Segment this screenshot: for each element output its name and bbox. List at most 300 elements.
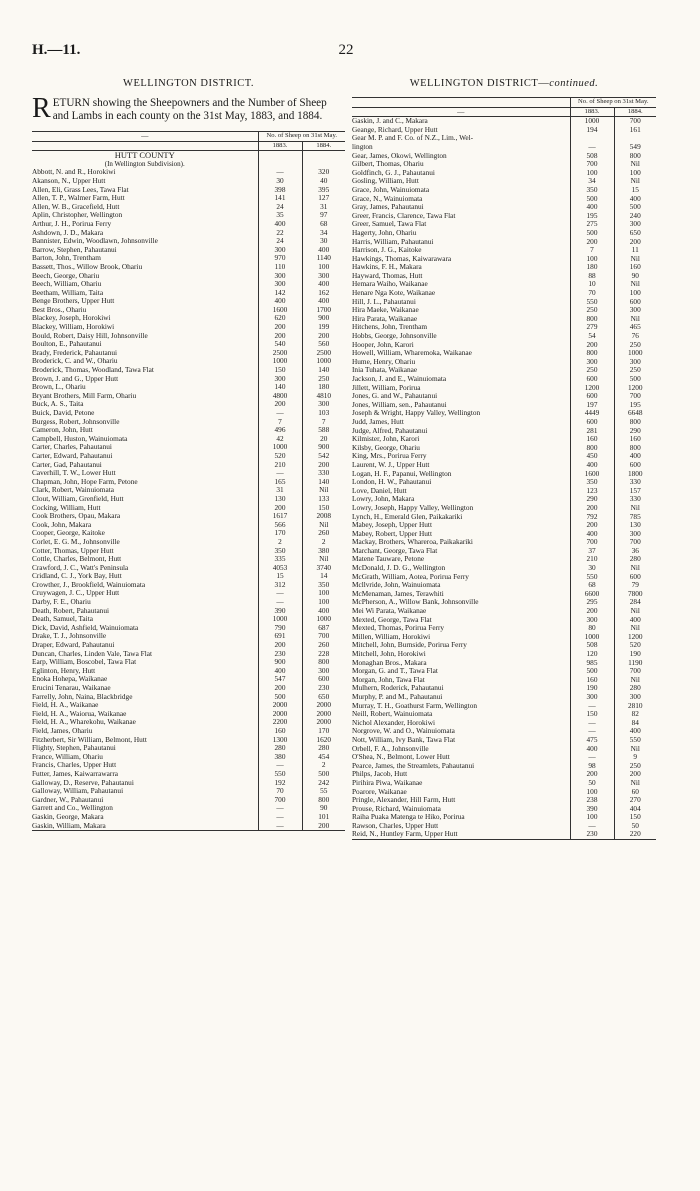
sheep-1883: 2500: [258, 349, 302, 358]
sheep-1883: 600: [570, 418, 614, 427]
owner-name: Buick, David, Petone: [32, 409, 95, 417]
owner-name: Henare Nga Kote, Waikanae: [352, 289, 436, 298]
owner-name: Reid, N., Huntley Farm, Upper Hutt: [352, 830, 458, 839]
sheep-1883: 508: [570, 641, 614, 650]
table-row: [32, 383, 345, 392]
sheep-1883: 160: [570, 435, 614, 444]
table-row: [32, 272, 345, 281]
table-row: [352, 366, 656, 375]
sheep-1883: 200: [258, 684, 302, 693]
sheep-1883: —: [258, 598, 302, 607]
owner-name: McPherson, A., Willow Bank, Johnsonville: [352, 598, 479, 607]
owner-name: Crawford, J. C., Watt's Peninsula: [32, 563, 129, 572]
owner-name: Lynch, H., Emerald Glen, Paikakariki: [352, 512, 463, 521]
sheep-1884: 350: [302, 581, 345, 590]
owner-name: Grace, N., Wainuiomata: [352, 194, 423, 203]
owner-name: Hayward, Thomas, Hutt: [352, 271, 423, 280]
sheep-1884: Nil: [614, 315, 656, 324]
table-row: [352, 298, 656, 307]
sheep-1883: 2000: [258, 710, 302, 719]
sheep-1883: —: [258, 761, 302, 770]
owner-name: Harrison, J. G., Kaitoke: [352, 246, 422, 255]
sheep-1884: 300: [302, 272, 345, 281]
table-row: [32, 263, 345, 272]
sheep-1884: 1620: [302, 736, 345, 745]
table-bottom-rule: [32, 831, 345, 840]
owner-name: Brown, J. and G., Upper Hutt: [32, 374, 119, 383]
table-row: [32, 323, 345, 332]
owner-name: Mcllvride, John, Wainuiomata: [352, 581, 441, 590]
owner-name: Mexted, George, Tawa Flat: [352, 615, 432, 624]
county-subheading-row: [32, 160, 345, 169]
sheep-1883: 22: [258, 229, 302, 238]
table-row: [352, 401, 656, 410]
sheep-1884: 100: [302, 263, 345, 272]
sheep-1884: 157: [614, 487, 656, 496]
sheep-1883: 900: [258, 658, 302, 667]
owner-name: Aplin, Christopher, Wellington: [32, 211, 123, 220]
sheep-1883: 10: [570, 280, 614, 289]
owner-name: Carter, Charles, Pahautanui: [32, 443, 112, 452]
table-row: [32, 529, 345, 538]
table-row: [32, 211, 345, 220]
owner-name: Mulhern, Roderick, Pahautanui: [352, 684, 444, 693]
sheep-1883: 700: [570, 538, 614, 547]
owner-name: Arthur, J. H., Porirua Ferry: [32, 219, 112, 228]
sheep-1884: 90: [614, 272, 656, 281]
table-row: [352, 616, 656, 625]
table-row: [352, 598, 656, 607]
owner-name: Gardner, W., Pahautanui: [32, 795, 104, 804]
sheep-1884: 150: [614, 813, 656, 822]
table-row: [352, 392, 656, 401]
sheep-1884: 100: [614, 169, 656, 178]
table-row: [32, 229, 345, 238]
sheep-1884: 1000: [302, 357, 345, 366]
table-row: [32, 340, 345, 349]
owner-name: Futter, James, Kaiwarrawarra: [32, 769, 119, 778]
table-row: [32, 366, 345, 375]
table-row: [32, 289, 345, 298]
table-row: [32, 306, 345, 315]
owner-name: Inia Tuhata, Waikanae: [352, 366, 418, 375]
sheep-1884: 100: [302, 589, 345, 598]
sheep-1884: 700: [614, 667, 656, 676]
table-row: [352, 195, 656, 204]
table-row: [32, 796, 345, 805]
sheep-1883: 170: [258, 529, 302, 538]
sheep-1883: 300: [258, 246, 302, 255]
owner-name: Buck, A. S., Taita: [32, 400, 84, 409]
table-row: [352, 521, 656, 530]
sheep-1884: 100: [302, 598, 345, 607]
sheep-1883: 380: [258, 753, 302, 762]
owner-name: Barton, John, Trentham: [32, 254, 101, 263]
owner-name: Nichol Alexander, Horokiwi: [352, 718, 435, 727]
sheep-1884: Nil: [614, 676, 656, 685]
sheep-1883: 200: [570, 607, 614, 616]
table-row: [352, 341, 656, 350]
table-row: [352, 470, 656, 479]
sheep-1883: 600: [570, 375, 614, 384]
table-row: [32, 727, 345, 736]
table-bottom-rule: [352, 840, 656, 849]
owner-name: Caverhill, T. W., Lower Hutt: [32, 469, 116, 478]
table-row: [32, 572, 345, 581]
table-row: [32, 538, 345, 547]
district-title-continued: [352, 78, 656, 89]
sheep-1884: 549: [614, 143, 656, 152]
sheep-1884: 800: [302, 658, 345, 667]
table-row: [32, 675, 345, 684]
owner-name: Broderick, Thomas, Woodland, Tawa Flat: [32, 366, 154, 375]
owner-name: Lowry, Joseph, Happy Valley, Wellington: [352, 503, 474, 512]
sheep-1884: 240: [614, 212, 656, 221]
owner-name: Greer, Samuel, Tawa Flat: [352, 220, 427, 229]
owner-name: Gaskin, William, Makara: [32, 821, 106, 830]
owner-name: Hume, Henry, Ohariu: [352, 357, 416, 366]
sheep-1883: 35: [258, 211, 302, 220]
owner-name: Hill, J. L., Pahautanui: [352, 297, 416, 306]
table-row: [32, 435, 345, 444]
owner-name: lington: [352, 142, 373, 151]
table-row: [352, 822, 656, 831]
owner-name: Murphy, P. and M., Pahautanui: [352, 692, 443, 701]
owner-name: Allen, T. P., Walmer Farm, Hutt: [32, 194, 125, 203]
table-row: [32, 332, 345, 341]
sheep-1884: 250: [614, 762, 656, 771]
table-row: [352, 452, 656, 461]
table-row: [32, 418, 345, 427]
sheep-1884: 400: [614, 195, 656, 204]
owner-name: Bould, Robert, Daisy Hill, Johnsonville: [32, 331, 148, 340]
table-row: [32, 607, 345, 616]
table-row: [32, 822, 345, 831]
table-row: [32, 400, 345, 409]
owner-name: Galloway, D., Reserve, Pahautanui: [32, 778, 134, 787]
table-row: [352, 478, 656, 487]
sheep-1883: 160: [570, 676, 614, 685]
table-row: [32, 349, 345, 358]
sheep-1884: 900: [302, 314, 345, 323]
sheep-1883: —: [570, 753, 614, 762]
sheep-1884: 700: [614, 538, 656, 547]
sheep-1883: 496: [258, 426, 302, 435]
table-row: [32, 632, 345, 641]
sheep-1883: 54: [570, 332, 614, 341]
sheep-1883: 300: [258, 272, 302, 281]
year-1883: 1883.: [258, 141, 302, 151]
table-row: [352, 272, 656, 281]
sheep-1883: 350: [258, 547, 302, 556]
table-row: [352, 126, 656, 135]
sheep-1884: 400: [302, 246, 345, 255]
table-row: [352, 513, 656, 522]
owner-name: Hemara Waiho, Waikanae: [352, 280, 428, 289]
sheep-1884: 542: [302, 452, 345, 461]
table-row: [352, 117, 656, 126]
sheep-1884: 7: [302, 418, 345, 427]
owner-name: Brady, Frederick, Pahautanui: [32, 348, 118, 357]
sheep-1883: 350: [570, 186, 614, 195]
owner-name: Boulton, E., Pahautanui: [32, 340, 102, 349]
sheep-1884: 140: [302, 478, 345, 487]
sheep-1884: 230: [302, 684, 345, 693]
sheep-1883: 80: [570, 624, 614, 633]
sheep-1884: 76: [614, 332, 656, 341]
sheep-1883: 279: [570, 323, 614, 332]
owner-name: Laurent, W. J., Upper Hutt: [352, 460, 430, 469]
sheep-1883: 250: [570, 366, 614, 375]
sheep-1884: 300: [302, 667, 345, 676]
drop-cap: R: [32, 93, 51, 124]
sheep-1884: 250: [614, 341, 656, 350]
sheep-1883: 140: [258, 383, 302, 392]
table-row: [352, 418, 656, 427]
sheep-1883: 200: [570, 341, 614, 350]
owner-name: Drake, T. J., Johnsonville: [32, 632, 107, 641]
sheep-1884: 270: [614, 796, 656, 805]
sheep-1883: 550: [258, 770, 302, 779]
owner-name: Grace, John, Wainuiomata: [352, 185, 430, 194]
sheep-1883: 4800: [258, 392, 302, 401]
sheep-1883: —: [570, 727, 614, 736]
year-header-blank: [32, 141, 258, 151]
table-row: [352, 238, 656, 247]
sheep-1884: 50: [614, 822, 656, 831]
table-row: [32, 564, 345, 573]
intro-text: ETURN showing the Sheepowners and the Number of Sheep and Lambs in each county on the 31st May, 1883, and 1884.: [52, 97, 327, 122]
sheep-1883: 398: [258, 186, 302, 195]
sheep-1884: Nil: [614, 504, 656, 513]
sheep-1884: 200: [302, 332, 345, 341]
county-heading-row: [32, 151, 345, 160]
sheep-1884: 500: [614, 203, 656, 212]
table-row: [32, 701, 345, 710]
sheep-1884: 260: [302, 641, 345, 650]
sheep-1884: 520: [614, 641, 656, 650]
owner-name: Barrow, Stephen, Pahautanui: [32, 245, 117, 254]
continued-label: continued.: [549, 78, 599, 89]
table-row: [352, 487, 656, 496]
sheep-1884: 687: [302, 624, 345, 633]
table-row: [352, 435, 656, 444]
sheep-1883: 200: [258, 504, 302, 513]
owner-name: Brown, L., Ohariu: [32, 383, 86, 392]
sheep-1884: Nil: [614, 160, 656, 169]
sheep-1883: 1000: [258, 615, 302, 624]
sheep-1884: 1000: [614, 349, 656, 358]
sheep-1884: 140: [302, 366, 345, 375]
sheep-1883: 390: [570, 805, 614, 814]
table-row: [352, 667, 656, 676]
table-row: [32, 168, 345, 177]
owner-name: Judge, Alfred, Pahautanui: [352, 426, 428, 435]
table-row: [32, 813, 345, 822]
owner-name: Death, Robert, Pahautanui: [32, 606, 110, 615]
header-blank: —: [32, 132, 258, 142]
sheep-1884: 130: [614, 521, 656, 530]
table-row: [352, 762, 656, 771]
sheep-1884: 2000: [302, 701, 345, 710]
table-row: [352, 650, 656, 659]
sheep-1884: 300: [614, 306, 656, 315]
sheep-1883: 300: [570, 693, 614, 702]
sheep-1883: 1000: [258, 357, 302, 366]
sheep-1883: 500: [570, 229, 614, 238]
table-row: [32, 624, 345, 633]
table-row: [32, 280, 345, 289]
sheep-1884: 127: [302, 194, 345, 203]
table-row: [32, 194, 345, 203]
owner-name: Blackey, Joseph, Horokiwi: [32, 314, 111, 323]
table-row: [352, 702, 656, 711]
owner-name: Judd, James, Hutt: [352, 417, 404, 426]
sheep-1883: 30: [570, 564, 614, 573]
table-row: [352, 641, 656, 650]
owner-name: Mabey, Joseph, Upper Hutt: [352, 521, 432, 530]
sheep-1883: 550: [570, 573, 614, 582]
sheep-1884: 300: [614, 220, 656, 229]
owner-name: Gaskin, J. and C., Makara: [352, 116, 428, 126]
table-row: [32, 186, 345, 195]
sheep-1884: 465: [614, 323, 656, 332]
table-row: [352, 143, 656, 152]
document-reference: H.—11.: [32, 42, 81, 58]
sheep-1884: 330: [614, 495, 656, 504]
sheep-1883: 300: [258, 375, 302, 384]
sheep-1884: 785: [614, 513, 656, 522]
sheep-1884: 170: [302, 727, 345, 736]
owner-name: Corlet, E. G. M., Johnsonville: [32, 537, 120, 546]
sheep-1884: 228: [302, 650, 345, 659]
owner-name: Hitchens, John, Trentham: [352, 323, 427, 332]
sheep-1883: 250: [570, 306, 614, 315]
owner-name: Jackson, J. and E., Wainuiomata: [352, 375, 447, 383]
sheep-1884: 55: [302, 787, 345, 796]
sheep-1883: 200: [258, 641, 302, 650]
owner-name: King, Mrs., Porirua Ferry: [352, 452, 427, 461]
sheep-1884: 31: [302, 203, 345, 212]
sheep-1883: 550: [570, 298, 614, 307]
sheep-1883: 985: [570, 659, 614, 668]
owner-name: O'Shea, N., Belmont, Lower Hutt: [352, 753, 450, 762]
table-row: [32, 615, 345, 624]
owner-name: Clark, Robert, Wainuiomata: [32, 486, 114, 495]
return-intro: [32, 93, 345, 124]
owner-name: Beech, George, Ohariu: [32, 271, 100, 280]
table-row: [352, 186, 656, 195]
table-row: [32, 357, 345, 366]
sheep-1883: 2200: [258, 718, 302, 727]
owner-name: Howell, William, Wharemoka, Waikanae: [352, 349, 472, 358]
table-row: [352, 547, 656, 556]
sheep-1884: 290: [614, 427, 656, 436]
sheep-1883: 210: [258, 461, 302, 470]
table-row: [352, 573, 656, 582]
sheep-1883: 238: [570, 796, 614, 805]
table-row: [32, 804, 345, 813]
sheep-1883: —: [570, 719, 614, 728]
sheep-1883: 1000: [570, 117, 614, 126]
owner-name: London, H. W., Pahautanui: [352, 478, 432, 487]
owner-name: Burgess, Robert, Johnsonville: [32, 417, 120, 426]
sheep-1884: 220: [614, 830, 656, 839]
sheep-1884: 2: [302, 761, 345, 770]
owner-name: Garrett and Co., Wellington: [32, 804, 113, 813]
sheep-1884: 101: [302, 813, 345, 822]
district-title: WELLINGTON DISTRICT.: [123, 78, 254, 89]
table-row: [352, 693, 656, 702]
sheep-1883: 970: [258, 254, 302, 263]
sheep-1884: 160: [614, 435, 656, 444]
sheep-1883: 100: [570, 255, 614, 264]
sheep-1884: 6648: [614, 409, 656, 418]
sheep-1884: 160: [614, 263, 656, 272]
sheep-1883: 800: [570, 444, 614, 453]
sheep-1884: 1200: [614, 633, 656, 642]
table-row: [32, 297, 345, 306]
sheep-1883: 400: [258, 667, 302, 676]
sheep-1884: 2500: [302, 349, 345, 358]
sheep-1883: 800: [570, 349, 614, 358]
sheep-1883: 200: [258, 332, 302, 341]
owner-name: Duncan, Charles, Linden Vale, Tawa Flat: [32, 649, 152, 658]
sheep-1883: 390: [258, 607, 302, 616]
sheep-1883: 194: [570, 126, 614, 135]
table-row: [32, 392, 345, 401]
sheep-1883: 547: [258, 675, 302, 684]
sheep-1884: [614, 134, 656, 143]
year-header-row: [32, 141, 345, 151]
sheep-1884: 404: [614, 805, 656, 814]
table-row: [352, 830, 656, 839]
sheep-1884: Nil: [614, 255, 656, 264]
sheep-1884: 14: [302, 572, 345, 581]
sheep-1883: 180: [570, 263, 614, 272]
table-row: [32, 237, 345, 246]
county-name: HUTT COUNTY: [114, 150, 175, 160]
owner-name: Field, H. A., Waikanae: [32, 701, 99, 710]
sheep-1884: 200: [614, 770, 656, 779]
sheep-1883: 30: [258, 177, 302, 186]
sheep-1884: 400: [302, 297, 345, 306]
table-row: [352, 160, 656, 169]
owner-name: Kilmister, John, Karori: [352, 435, 420, 444]
owner-name: Bryant Brothers, Mill Farm, Ohariu: [32, 391, 137, 400]
owner-name: Farrelly, John, Naina, Blackbridge: [32, 692, 133, 701]
sheep-1883: 508: [570, 152, 614, 161]
sheep-1883: 2: [258, 538, 302, 547]
sheep-1884: 90: [302, 804, 345, 813]
owner-name: Prouse, Richard, Wainuiomata: [352, 804, 441, 813]
sheep-1883: 500: [258, 693, 302, 702]
owner-name: Abbott, N. and R., Horokiwi: [32, 168, 116, 177]
sheep-1884: Nil: [614, 624, 656, 633]
sheep-1884: 800: [614, 152, 656, 161]
sheep-1884: 9: [614, 753, 656, 762]
sheep-1883: 200: [258, 323, 302, 332]
owner-name: Chapman, John, Hope Farm, Petone: [32, 477, 138, 486]
sheep-1884: 300: [614, 693, 656, 702]
sheep-1884: 2810: [614, 702, 656, 711]
header-blank: —: [352, 107, 570, 117]
table-row: [32, 761, 345, 770]
owner-name: Hooper, John, Karori: [352, 340, 414, 349]
sheep-1884: 800: [614, 444, 656, 453]
sheep-1884: 1700: [302, 306, 345, 315]
owner-name: Mitchell, John, Horokiwi: [352, 650, 426, 658]
